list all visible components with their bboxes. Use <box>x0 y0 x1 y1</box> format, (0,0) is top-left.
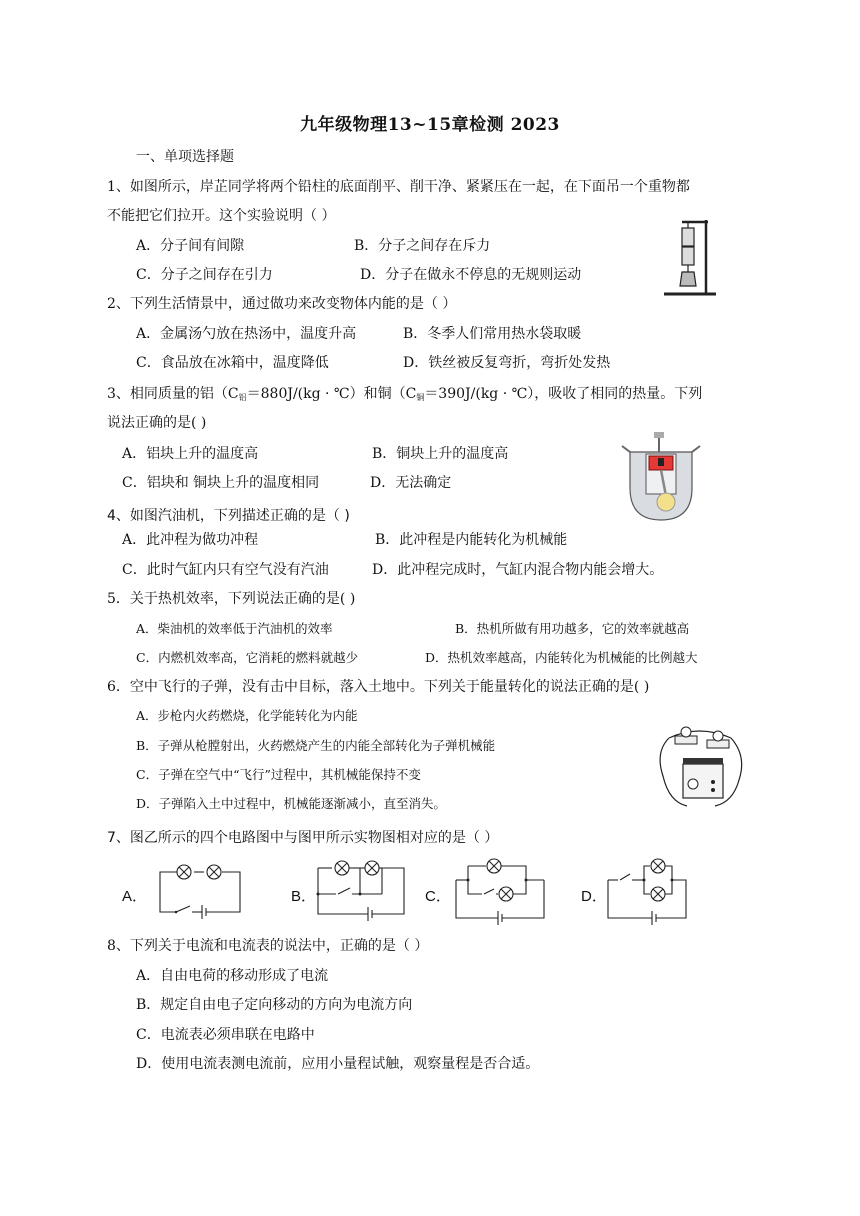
circuit-diagram-b <box>318 858 406 918</box>
q3-option-a: A．铝块上升的温度高 <box>122 446 259 462</box>
section-heading: 一、单项选择题 <box>136 149 234 165</box>
q5-option-a: A．柴油机的效率低于汽油机的效率 <box>136 621 333 636</box>
q4-option-b: B．此冲程是内能转化为机械能 <box>375 532 568 548</box>
q1-stem-line1: 1、如图所示，岸芷同学将两个铅柱的底面削平、削干净、紧紧压在一起，在下面吊一个重物都 <box>107 179 690 195</box>
q2-option-b: B．冬季人们常用热水袋取暖 <box>403 326 582 342</box>
q2-option-d: D．铁丝被反复弯折，弯折处发热 <box>403 355 611 371</box>
q6-option-d: D．子弹陷入土中过程中，机械能逐渐减小，直至消失。 <box>136 796 447 811</box>
q3-stem-line1 <box>107 384 702 408</box>
q8-option-c: C．电流表必须串联在电路中 <box>136 1027 315 1043</box>
q2-stem: 2、下列生活情景中，通过做功来改变物体内能的是（ ） <box>107 296 457 312</box>
q2-option-c: C．食品放在冰箱中，温度降低 <box>136 355 329 371</box>
q4-option-d: D．此冲程完成时，气缸内混合物内能会增大。 <box>372 562 664 578</box>
q5-stem: 5．关于热机效率，下列说法正确的是( ) <box>107 591 356 607</box>
q3-option-b: B．铜块上升的温度高 <box>372 446 509 462</box>
physical-circuit-figure <box>655 718 747 810</box>
q3-stem-line2: 说法正确的是( ) <box>107 415 207 431</box>
q5-option-d: D．热机效率越高，内能转化为机械能的比例越大 <box>425 650 698 665</box>
q8-option-a: A．自由电荷的移动形成了电流 <box>136 968 329 984</box>
q6-stem: 6．空中飞行的子弹，没有击中目标，落入土地中。下列关于能量转化的说法正确的是( ) <box>107 679 650 695</box>
q2-option-a: A．金属汤勺放在热汤中，温度升高 <box>136 326 357 342</box>
q3-stem-part3: ＝390J/(kg · ℃），吸收了相同的热量。下列 <box>424 386 703 402</box>
q8-option-d: D．使用电流表测电流前，应用小量程试触，观察量程是否合适。 <box>136 1056 540 1072</box>
q7-option-b-label: B． <box>291 888 317 905</box>
q1-option-c: C．分子之间存在引力 <box>136 267 273 283</box>
q7-option-c-label: C． <box>425 888 451 905</box>
q4-option-a: A．此冲程为做功冲程 <box>122 532 259 548</box>
q1-option-d: D．分子在做永不停息的无规则运动 <box>360 267 582 283</box>
q8-stem: 8、下列关于电流和电流表的说法中，正确的是（ ） <box>107 938 429 954</box>
q4-option-c: C．此时气缸内只有空气没有汽油 <box>122 562 329 578</box>
gasoline-engine-figure <box>620 432 702 524</box>
q4-stem: 4、如图汽油机，下列描述正确的是（ ) <box>107 508 350 524</box>
q7-option-d-label: D． <box>581 888 607 905</box>
q3-sub-al: 铝 <box>238 393 247 402</box>
q7-stem: 7、图乙所示的四个电路图中与图甲所示实物图相对应的是（ ） <box>107 830 499 846</box>
q3-stem-part2: ＝880J/(kg · ℃）和铜（C <box>246 386 417 402</box>
q1-option-b: B．分子之间存在斥力 <box>354 238 491 254</box>
q3-option-c: C．铝块和 铜块上升的温度相同 <box>122 475 320 491</box>
q8-option-b: B．规定自由电子定向移动的方向为电流方向 <box>136 997 413 1013</box>
page-title: 九年级物理13~15章检测 2023 <box>300 115 560 135</box>
circuit-diagram-c <box>456 856 546 920</box>
q1-option-a: A．分子间有间隙 <box>136 238 245 254</box>
q6-option-a: A．步枪内火药燃烧，化学能转化为内能 <box>136 708 358 723</box>
q3-sub-cu: 铜 <box>416 393 425 402</box>
q1-stem-line2: 不能把它们拉开。这个实验说明（ ） <box>107 208 336 224</box>
lead-cylinder-stand-figure <box>662 216 720 296</box>
q6-option-c: C．子弹在空气中“飞行”过程中，其机械能保持不变 <box>136 767 421 782</box>
q6-option-b: B．子弹从枪膛射出，火药燃烧产生的内能全部转化为子弹机械能 <box>136 738 496 753</box>
q7-option-a-label: A． <box>122 888 148 905</box>
circuit-diagram-a <box>160 860 242 916</box>
circuit-diagram-d <box>608 856 688 920</box>
q3-stem-part1: 3、相同质量的铝（C <box>107 386 239 402</box>
q3-option-d: D．无法确定 <box>370 475 452 491</box>
q5-option-b: B．热机所做有用功越多，它的效率就越高 <box>455 621 690 636</box>
q5-option-c: C．内燃机效率高，它消耗的燃料就越少 <box>136 650 359 665</box>
